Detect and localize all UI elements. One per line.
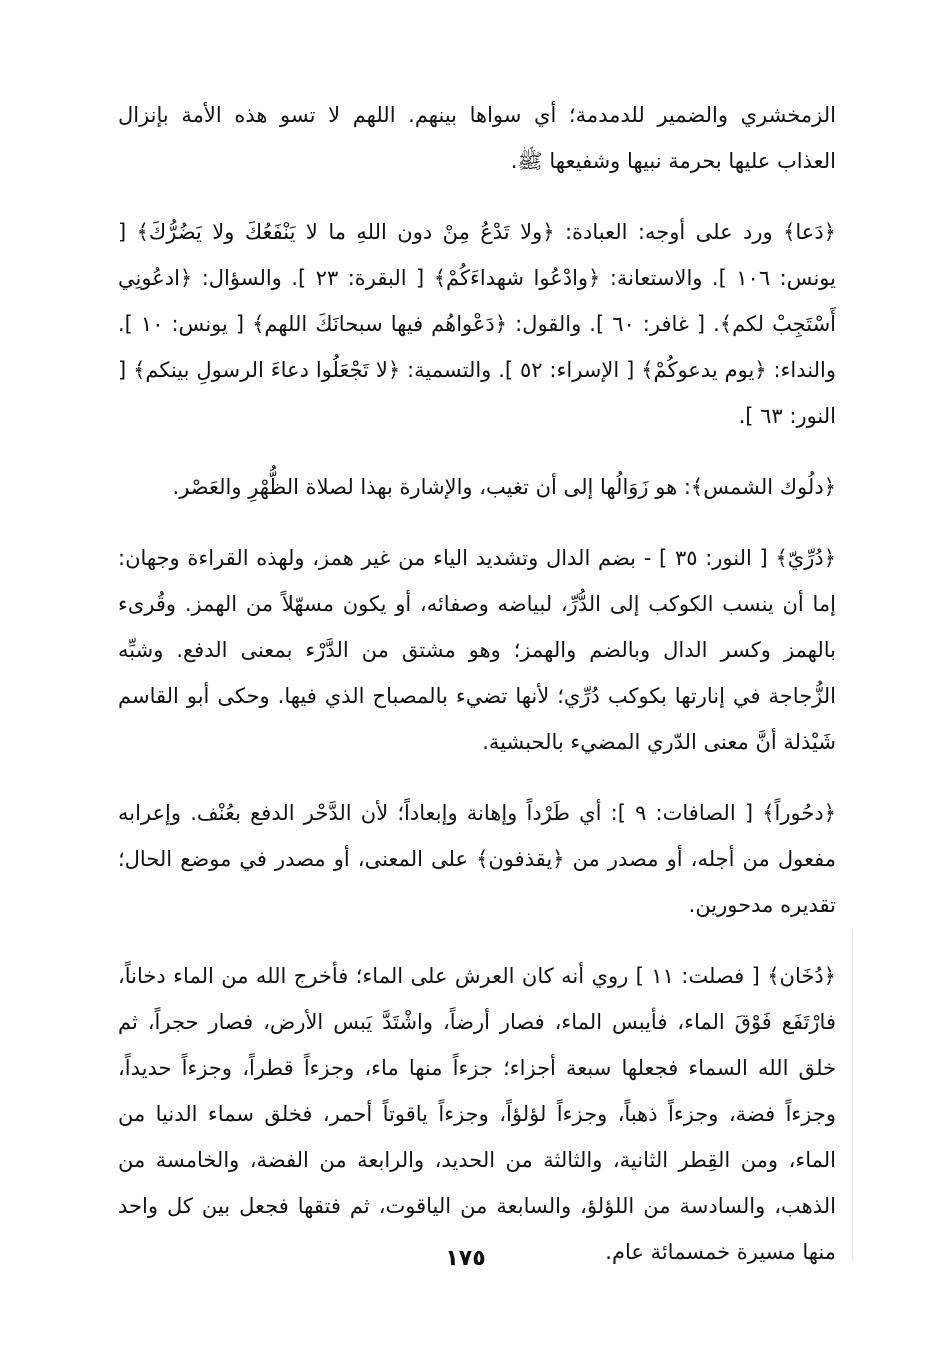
paragraph-2: ﴿دَعا﴾ ورد على أوجه: العبادة: ﴿ولا تَدْعُ مِنْ دون اللهِ ما لا يَنْفَعُكَ ولا يَضُرُّكَ﴾ [ يونس: ١٠٦ ]. والاستعانة: ﴿وادْعُوا شهداءَكُمْ﴾ [ البقرة: ٢٣ ]. والسؤال: ﴿ادعُونِي أَسْتَجِبْ لكم﴾. [ غافر: ٦٠ ]. والقول: ﴿دَعْواهُم فيها سبحانَكَ اللهم﴾ [ يونس: ١٠ ]. والنداء: ﴿يوم يدعوكُمْ﴾ [ الإسراء: ٥٢ ]. والتسمية: ﴿لا تَجْعَلُوا دعاءَ الرسولِ بينكم﴾ [ النور: ٦٣ ]. xyxy=(118,220,837,428)
paragraph-1: الزمخشري والضمير للدمدمة؛ أي سواها بينهم. اللهم لا تسو هذه الأمة بإنزال العذاب عليها بحرمة نبيها وشفيعها ﷺ. xyxy=(118,103,836,173)
paragraph-4: ﴿دُرِّيّ﴾ [ النور: ٣٥ ] - بضم الدال وتشديد الياء من غير همز، ولهذه القراءة وجهان: إما أن ينسب الكوكب إلى الدُّرِّ، لبياضه وصفائه، أو يكون مسهّلاً من الهمز. وقُرىء بالهمز وكسر الدال وبالضم والهمز؛ وهو مشتق من الدَّرْء بمعنى الدفع. وشبِّه الزُّجاجة في إنارتها بكوكب دُرِّي؛ لأنها تضيء بالمصباح الذي فيها. وحكى أبو القاسم شَيْذلة أنَّ معنى الدّري المضيء بالحبشية. xyxy=(118,546,836,754)
paragraph-6: ﴿دُخَان﴾ [ فصلت: ١١ ] روي أنه كان العرش على الماء؛ فأخرج الله من الماء دخاناً، فارْتَفَع فَوْقَ الماء، فأيبس الماء، فصار أرضاً، واشْتَدَّ يَبس الأرض، فصار حجراً، ثم خلق الله السماء فجعلها سبعة أجزاء؛ جزءاً منها ماء، وجزءاً قطراً، وجزءاً حديداً، وجزءاً فضة، وجزءاً ذهباً، وجزءاً لؤلؤاً، وجزءاً ياقوتاً أحمر، فخلق سماء الدنيا من الماء، ومن القِطر الثانية، والثالثة من الحديد، والرابعة من الفضة، والخامسة من الذهب، والسادسة من اللؤلؤ، والسابعة من الياقوت، ثم فتقها فجعل بين كل واحد منها مسيرة خمسمائة عام. xyxy=(118,964,836,1264)
scan-margin-line xyxy=(852,930,853,1260)
paragraph-3: ﴿دلُوك الشمس﴾: هو زَوَالُها إلى أن تغيب، والإشارة بهذا لصلاة الظُّهْرِ والعَصْر. xyxy=(172,475,836,499)
page-number: ١٧٥ xyxy=(445,1246,486,1271)
paragraph-5: ﴿دحُوراً﴾ [ الصافات: ٩ ]: أي طَرْداً وإهانة وإبعاداً؛ لأن الدَّحْر الدفع بعُنْف. وإعرابه مفعول من أجله، أو مصدر من ﴿يقذفون﴾ على المعنى، أو مصدر في موضع الحال؛ تقديره مدحورين. xyxy=(118,801,836,917)
text-body xyxy=(118,92,836,1300)
